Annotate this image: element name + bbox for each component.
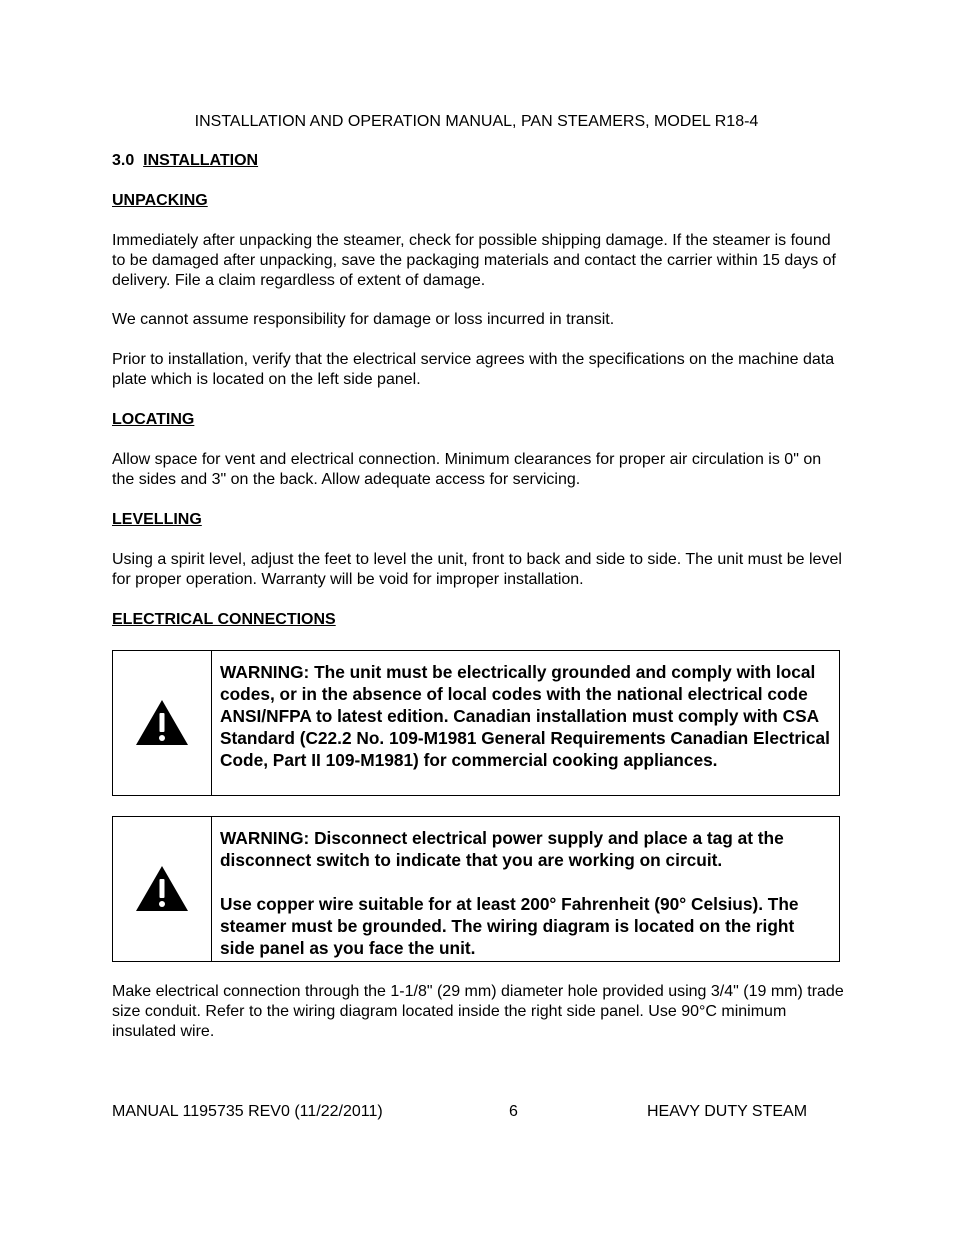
page-header: INSTALLATION AND OPERATION MANUAL, PAN STEAMERS, MODEL R18-4 (194, 113, 759, 130)
levelling-heading: LEVELLING (112, 511, 202, 528)
locating-paragraph: Allow space for vent and electrical connection. Minimum clearances for proper air circulation is 0" on the sides and 3" on the back. Allow adequate access for servicing. (112, 451, 822, 488)
unpacking-paragraph-1: Immediately after unpacking the steamer, check for possible shipping damage. If the steamer is found to be damaged after unpacking, save the packaging materials and contact the carrier within 15 days of delivery. File a claim regardless of extent of damage. (112, 232, 836, 289)
levelling-paragraph: Using a spirit level, adjust the feet to level the unit, front to back and side to side. The unit must be level for proper operation. Warranty will be void for improper installation. (112, 551, 842, 588)
warning-message-1: WARNING: Disconnect electrical power supply and place a tag at the disconnect switch to indicate that you are working on circuit. (220, 828, 784, 870)
warning-message-2: Use copper wire suitable for at least 200° Fahrenheit (90° Celsius). The steamer must be grounded. The wiring diagram is located on the right side panel as you face the unit. (220, 894, 799, 958)
warning-triangle-icon (134, 698, 190, 748)
unpacking-heading: UNPACKING (112, 192, 208, 209)
footer-page-number: 6 (509, 1103, 518, 1120)
electrical-paragraph: Make electrical connection through the 1-1/8" (29 mm) diameter hole provided using 3/4" (19 mm) trade size conduit. Refer to the wiring diagram located inside the right side panel. Use 90°C minimum insulated wire. (112, 983, 844, 1040)
warning-triangle-icon (134, 864, 190, 914)
section-number: 3.0 (112, 152, 135, 169)
warning-box-grounding (112, 650, 840, 796)
unpacking-paragraph-2: We cannot assume responsibility for damage or loss incurred in transit. (112, 311, 615, 328)
electrical-heading: ELECTRICAL CONNECTIONS (112, 611, 336, 628)
section-heading: INSTALLATION (143, 152, 259, 169)
locating-heading: LOCATING (112, 411, 195, 428)
section-title (112, 151, 847, 171)
warning-text-disconnect (220, 827, 831, 959)
warning-message: WARNING: The unit must be electrically grounded and comply with local codes, or in the absence of local codes with the national electrical code ANSI/NFPA to latest edition. Canadian installation must comply with CSA Standard (C22.2 No. 109-M1981 General Requirements Canadian Electrical Code, Part II 109-M1981) for commercial cooking appliances. (220, 662, 830, 770)
footer-manual-id: MANUAL 1195735 REV0 (11/22/2011) (112, 1103, 383, 1120)
warning-text-grounding (220, 661, 831, 771)
warning-icon-cell (113, 651, 212, 795)
warning-icon-cell (113, 817, 212, 961)
unpacking-paragraph-3: Prior to installation, verify that the electrical service agrees with the specifications on the machine data plate which is located on the left side panel. (112, 351, 835, 388)
warning-box-disconnect (112, 816, 840, 962)
footer-label: HEAVY DUTY STEAM (647, 1103, 808, 1120)
